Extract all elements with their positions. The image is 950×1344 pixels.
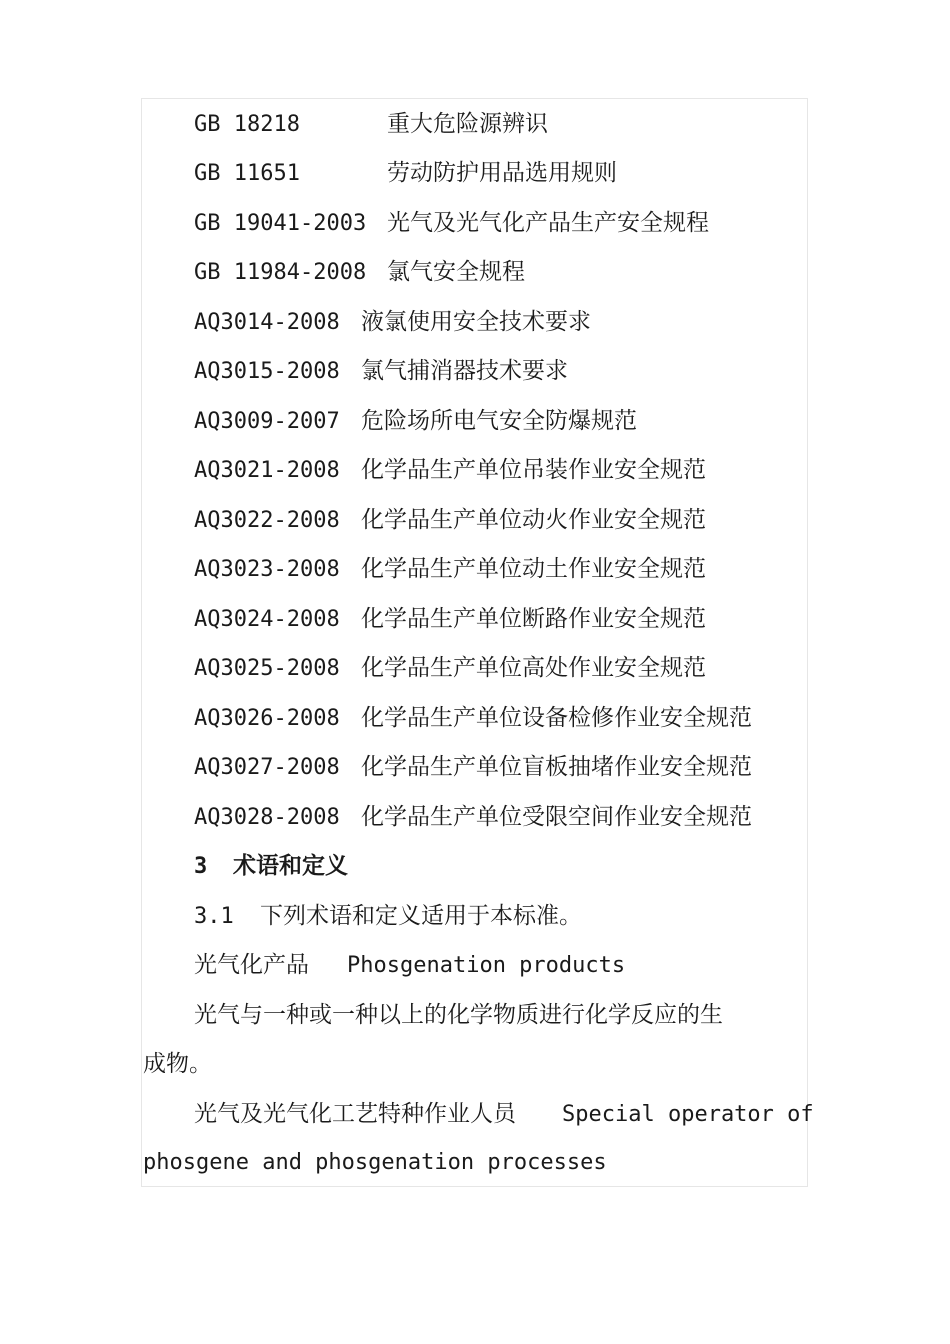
standard-row: [194, 158, 617, 188]
clause-line: [194, 901, 582, 931]
standard-title: 化学品生产单位设备检修作业安全规范: [361, 705, 752, 731]
standard-row: [194, 703, 752, 733]
standard-title: 化学品生产单位盲板抽堵作业安全规范: [361, 754, 752, 780]
standard-row: [194, 455, 706, 485]
standard-code: AQ3026-2008: [194, 706, 340, 731]
standard-row: [194, 257, 525, 287]
section-number: 3: [194, 854, 208, 879]
term-en: Phosgenation products: [347, 953, 626, 978]
term-en-cont: phosgene and phosgenation processes: [143, 1150, 607, 1175]
standard-row: [194, 109, 548, 139]
standard-code: AQ3024-2008: [194, 607, 340, 632]
standard-row: [194, 554, 706, 584]
term-heading: [194, 1099, 814, 1129]
standard-title: 氯气安全规程: [387, 259, 525, 285]
clause-text: 下列术语和定义适用于本标准。: [260, 903, 582, 929]
term-definition-cont: 成物。: [143, 1051, 212, 1077]
standard-code: AQ3014-2008: [194, 310, 340, 335]
term-definition: 光气与一种或一种以上的化学物质进行化学反应的生: [194, 1002, 723, 1028]
section-title: 术语和定义: [233, 853, 348, 879]
standard-row: [194, 604, 706, 634]
standard-code: AQ3025-2008: [194, 656, 340, 681]
standard-code: GB 11984-2008: [194, 260, 367, 285]
standard-title: 液氯使用安全技术要求: [361, 309, 591, 335]
standard-code: AQ3027-2008: [194, 755, 340, 780]
standard-title: 氯气捕消器技术要求: [361, 358, 568, 384]
standard-row: [194, 802, 752, 832]
standard-title: 化学品生产单位动土作业安全规范: [361, 556, 706, 582]
standard-title: 化学品生产单位高处作业安全规范: [361, 655, 706, 681]
standard-code: AQ3021-2008: [194, 458, 340, 483]
standard-title: 光气及光气化产品生产安全规程: [387, 210, 709, 236]
standard-title: 危险场所电气安全防爆规范: [361, 408, 637, 434]
standard-code: GB 11651: [194, 161, 300, 186]
clause-number: 3.1: [194, 904, 234, 929]
standard-title: 化学品生产单位动火作业安全规范: [361, 507, 706, 533]
section-heading: [194, 851, 348, 881]
standard-row: [194, 356, 568, 386]
standard-title: 劳动防护用品选用规则: [387, 160, 617, 186]
standard-row: [194, 505, 706, 535]
standard-title: 化学品生产单位吊装作业安全规范: [361, 457, 706, 483]
standard-code: AQ3009-2007: [194, 409, 340, 434]
standard-code: AQ3023-2008: [194, 557, 340, 582]
term-zh: 光气及光气化工艺特种作业人员: [194, 1101, 516, 1127]
standard-title: 化学品生产单位断路作业安全规范: [361, 606, 706, 632]
standard-code: GB 19041-2003: [194, 211, 367, 236]
standard-code: AQ3022-2008: [194, 508, 340, 533]
standard-row: [194, 653, 706, 683]
term-heading: [194, 950, 625, 980]
standard-code: AQ3028-2008: [194, 805, 340, 830]
standard-row: [194, 307, 591, 337]
standard-title: 化学品生产单位受限空间作业安全规范: [361, 804, 752, 830]
standard-row: [194, 208, 709, 238]
term-zh: 光气化产品: [194, 952, 309, 978]
standard-code: AQ3015-2008: [194, 359, 340, 384]
standard-code: GB 18218: [194, 112, 300, 137]
term-en: Special operator of: [562, 1102, 814, 1127]
standard-title: 重大危险源辨识: [387, 111, 548, 137]
standard-row: [194, 406, 637, 436]
standard-row: [194, 752, 752, 782]
